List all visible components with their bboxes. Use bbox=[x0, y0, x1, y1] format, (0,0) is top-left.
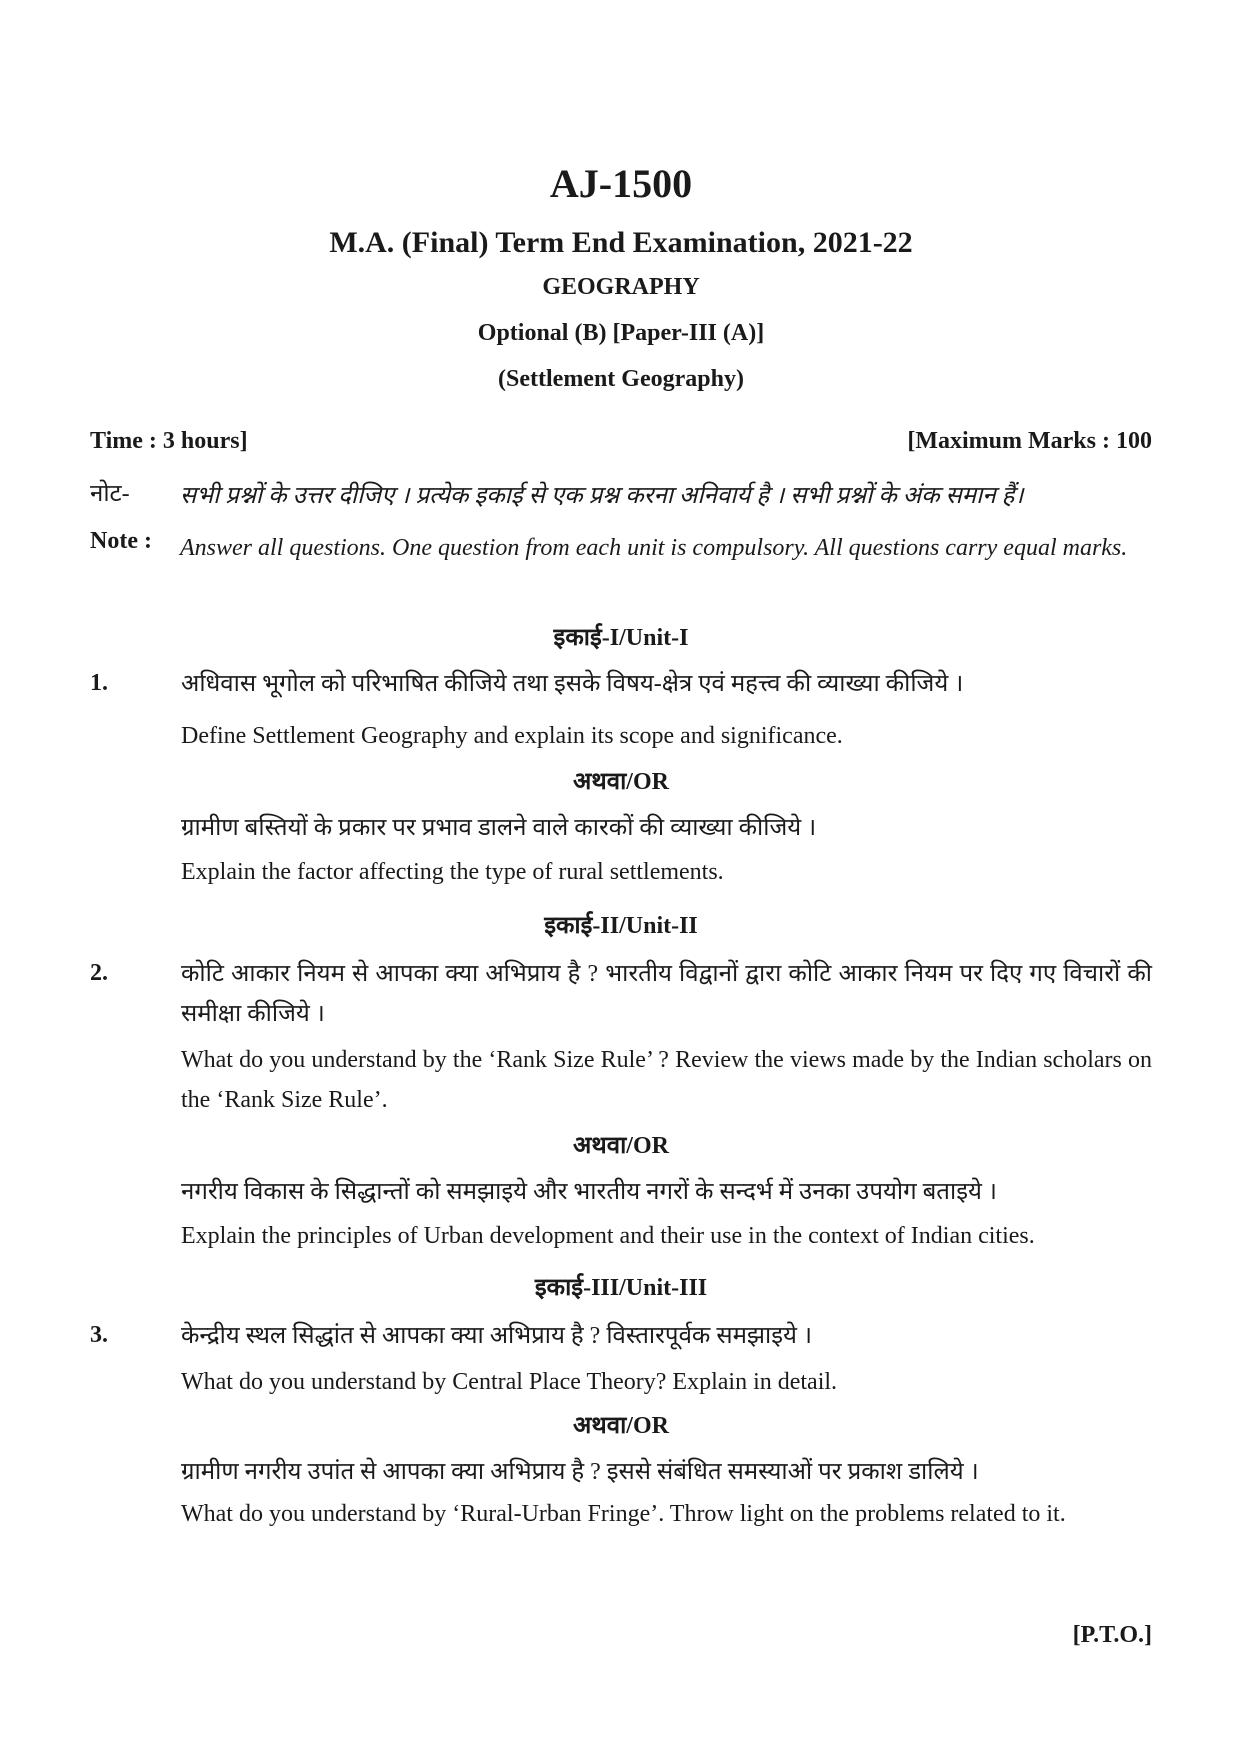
question-hindi: ग्रामीण बस्तियों के प्रकार पर प्रभाव डालने वाले कारकों की व्याख्या कीजिये । bbox=[181, 815, 817, 841]
or-label: अथवा/OR bbox=[573, 1133, 669, 1159]
question-hindi: नगरीय विकास के सिद्धान्तों को समझाइये और भारतीय नगरों के सन्दर्भ में उनका उपयोग बताइये । bbox=[181, 1179, 997, 1205]
or-label: अथवा/OR bbox=[573, 769, 669, 795]
question-hindi: केन्द्रीय स्थल सिद्धांत से आपका क्या अभिप्राय है ? विस्तारपूर्वक समझाइये । bbox=[181, 1323, 813, 1349]
paper-title: Optional (B) [Paper-III (A)] bbox=[477, 320, 765, 346]
exam-title: M.A. (Final) Term End Examination, 2021-22 bbox=[329, 226, 913, 259]
question-hindi: अधिवास भूगोल को परिभाषित कीजिये तथा इसके विषय-क्षेत्र एवं महत्त्व की व्याख्या कीजिये । bbox=[181, 671, 964, 697]
english-note-text: Answer all questions. One question from each unit is compulsory. All questions carry equal marks. bbox=[180, 535, 1128, 561]
subject-title: GEOGRAPHY bbox=[542, 274, 700, 300]
question-english: What do you understand by Central Place Theory? Explain in detail. bbox=[181, 1369, 838, 1395]
unit-heading: इकाई-III/Unit-III bbox=[534, 1275, 708, 1301]
unit-heading: इकाई-II/Unit-II bbox=[544, 913, 698, 939]
time-allowed: Time : 3 hours] bbox=[90, 428, 248, 454]
or-label: अथवा/OR bbox=[573, 1413, 669, 1439]
question-english: What do you understand by the ‘Rank Size Rule’ ? Review the views made by the Indian scholars on the ‘Rank Size Rule’. bbox=[181, 1047, 1152, 1113]
question-english: Define Settlement Geography and explain its scope and significance. bbox=[181, 723, 843, 749]
hindi-note bbox=[90, 476, 1152, 516]
hindi-note-label: नोट- bbox=[90, 481, 130, 507]
paper-code: AJ-1500 bbox=[549, 161, 693, 206]
maximum-marks: [Maximum Marks : 100 bbox=[907, 428, 1152, 454]
hindi-note-text: सभी प्रश्नों के उत्तर दीजिए । प्रत्येक इकाई से एक प्रश्न करना अनिवार्य है । सभी प्रश्नों के अंक समान हैं। bbox=[180, 483, 1024, 509]
question-hindi: कोटि आकार नियम से आपका क्या अभिप्राय है ? भारतीय विद्वानों द्वारा कोटि आकार नियम पर दिए गए विचारों की समीक्षा कीजिये । bbox=[181, 961, 1152, 1027]
question-english: Explain the principles of Urban development and their use in the context of Indian cities. bbox=[181, 1223, 1035, 1249]
question-hindi: ग्रामीण नगरीय उपांत से आपका क्या अभिप्राय है ? इससे संबंधित समस्याओं पर प्रकाश डालिये । bbox=[181, 1459, 979, 1485]
question-number: 1. bbox=[90, 670, 108, 696]
question-number: 3. bbox=[90, 1322, 108, 1348]
topic-title: (Settlement Geography) bbox=[498, 366, 744, 392]
question-english: What do you understand by ‘Rural-Urban Fringe’. Throw light on the problems related to it. bbox=[181, 1501, 1066, 1527]
unit-heading: इकाई-I/Unit-I bbox=[553, 625, 689, 651]
english-note-label: Note : bbox=[90, 528, 152, 554]
english-note bbox=[90, 528, 1152, 608]
page-turn-over: [P.T.O.] bbox=[1072, 1622, 1152, 1648]
question-number: 2. bbox=[90, 960, 108, 986]
question-english: Explain the factor affecting the type of rural settlements. bbox=[181, 859, 724, 885]
